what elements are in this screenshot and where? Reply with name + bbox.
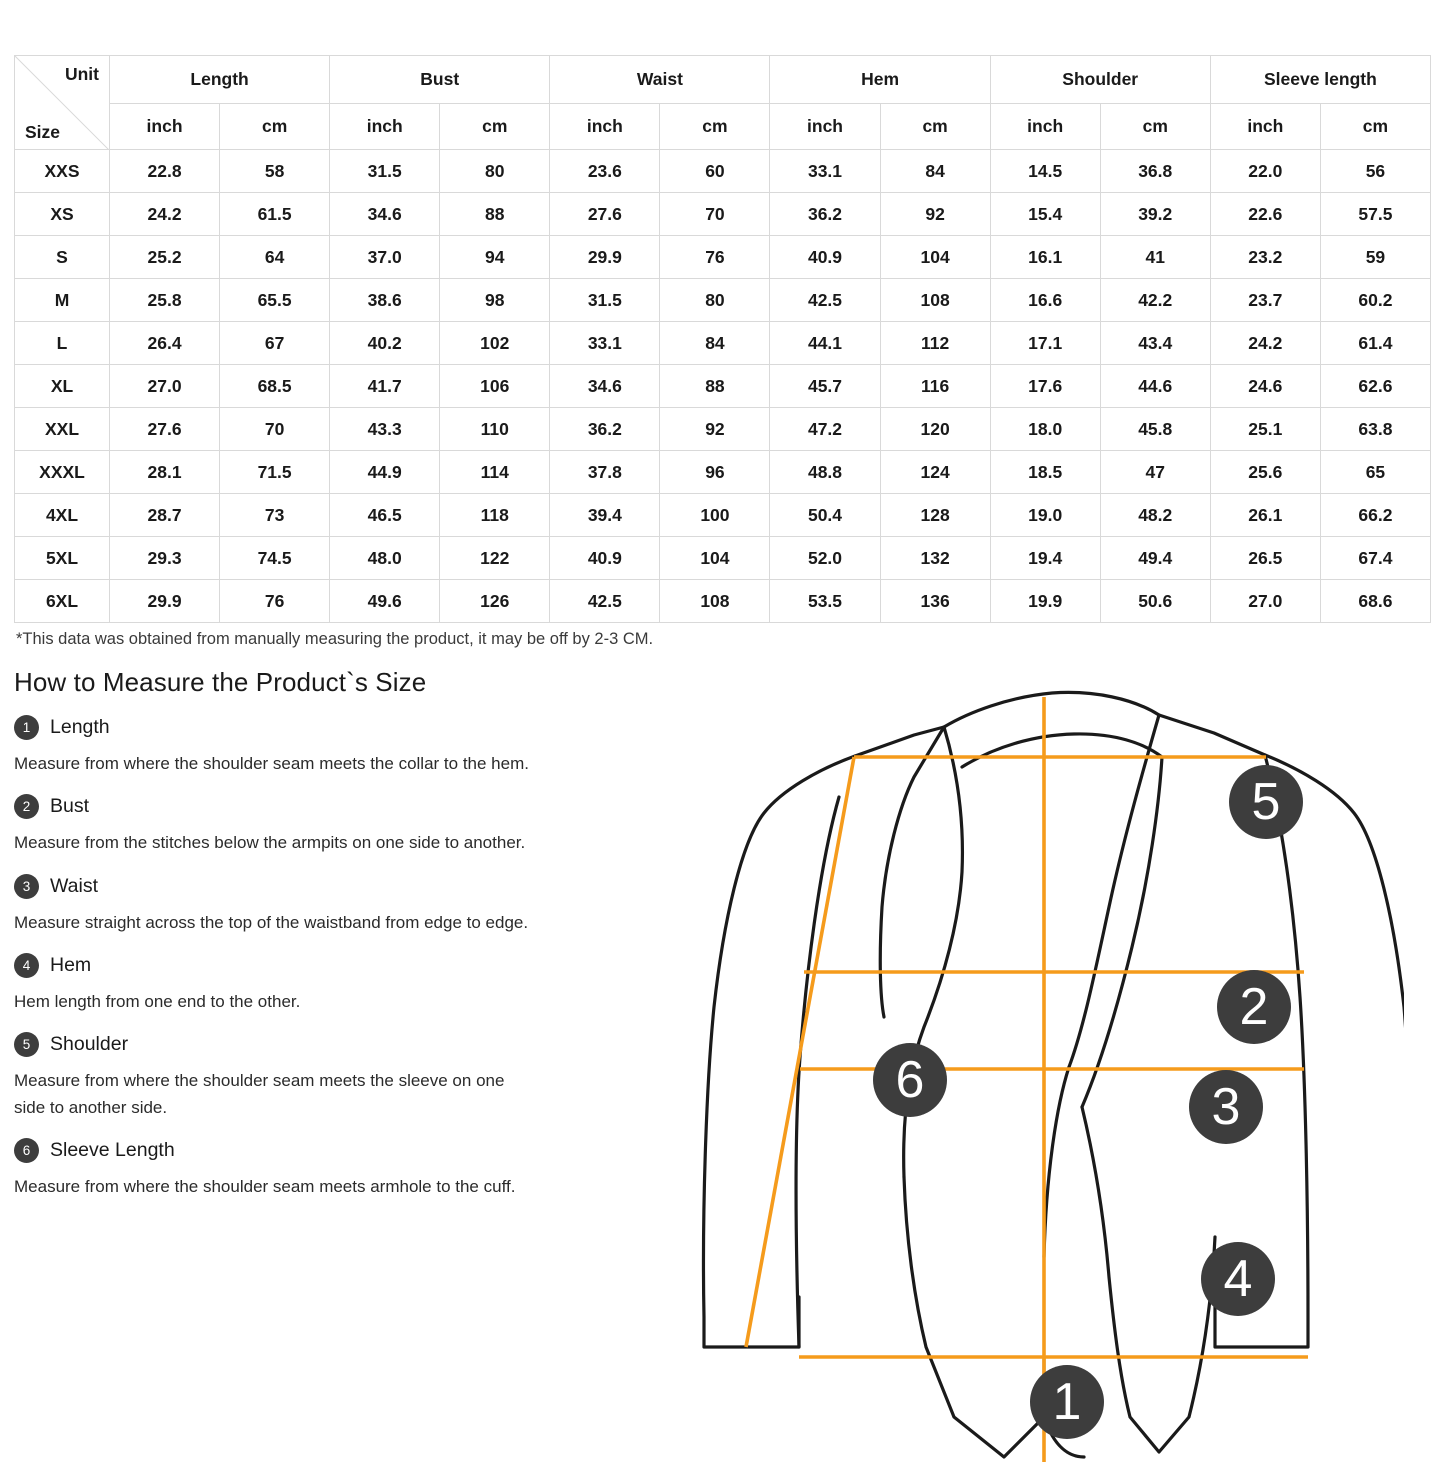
size-label: Size [25,122,61,142]
table-cell: 46.5 [330,494,440,537]
row-size-label: XL [15,365,110,408]
step-number-badge: 4 [14,953,39,978]
table-cell: 43.3 [330,408,440,451]
table-cell: 96 [660,451,770,494]
row-size-label: L [15,322,110,365]
table-cell: 88 [440,193,550,236]
subheader-hem-inch: inch [770,104,880,150]
table-cell: 60 [660,150,770,193]
step-description: Measure from where the shoulder seam meets the collar to the hem. [14,754,529,773]
table-cell: 104 [880,236,990,279]
table-cell: 24.2 [1210,322,1320,365]
measure-step-header [14,953,559,978]
table-cell: 76 [660,236,770,279]
table-cell: 136 [880,580,990,623]
step-title: Bust [50,795,90,818]
unit-label: Unit [64,64,99,84]
table-cell: 106 [440,365,550,408]
table-cell: 40.9 [550,537,660,580]
table-row [15,494,1431,537]
table-cell: 73 [220,494,330,537]
table-cell: 27.0 [1210,580,1320,623]
table-cell: 100 [660,494,770,537]
table-cell: 122 [440,537,550,580]
table-cell: 126 [440,580,550,623]
measure-step-header [14,1138,559,1163]
table-cell: 15.4 [990,193,1100,236]
table-cell: 114 [440,451,550,494]
table-cell: 61.4 [1320,322,1430,365]
blazer-measurement-diagram [614,657,1404,1477]
table-cell: 56 [1320,150,1430,193]
step-description: Hem length from one end to the other. [14,992,301,1012]
svg-text:6: 6 [895,1051,925,1109]
group-header-sleeve-length: Sleeve length [1210,56,1430,104]
unit-size-corner-cell [15,56,110,150]
table-cell: 39.4 [550,494,660,537]
step-title: Hem [50,954,92,977]
table-cell: 42.2 [1100,279,1210,322]
subheader-length-cm: cm [220,104,330,150]
step-number-badge: 1 [14,715,39,740]
table-cell: 61.5 [220,193,330,236]
step-description: Measure from the stitches below the armpits on one side to another. [14,833,526,853]
subheader-shoulder-inch: inch [990,104,1100,150]
table-cell: 50.4 [770,494,880,537]
table-cell: 42.5 [550,580,660,623]
diagram-markers [873,765,1303,1439]
row-size-label: 4XL [15,494,110,537]
svg-text:4: 4 [1223,1250,1253,1308]
table-cell: 23.2 [1210,236,1320,279]
table-cell: 47.2 [770,408,880,451]
table-cell: 44.1 [770,322,880,365]
table-cell: 102 [440,322,550,365]
table-cell: 120 [880,408,990,451]
garment-illustration-panel [559,667,1431,1431]
subheader-waist-inch: inch [550,104,660,150]
group-header-hem: Hem [770,56,990,104]
how-to-measure-steps [14,667,559,1202]
step-title: Shoulder [50,1033,129,1056]
measure-step [14,874,559,936]
svg-text:2: 2 [1239,978,1269,1036]
measure-step-header [14,874,559,899]
svg-text:3: 3 [1211,1078,1241,1136]
svg-text:1: 1 [1052,1373,1082,1431]
table-cell: 41.7 [330,365,440,408]
table-cell: 18.5 [990,451,1100,494]
table-cell: 37.8 [550,451,660,494]
subheader-waist-cm: cm [660,104,770,150]
row-size-label: S [15,236,110,279]
table-cell: 60.2 [1320,279,1430,322]
table-cell: 44.6 [1100,365,1210,408]
table-cell: 16.1 [990,236,1100,279]
group-header-bust: Bust [330,56,550,104]
table-cell: 26.1 [1210,494,1320,537]
table-cell: 18.0 [990,408,1100,451]
subheader-sleeve-inch: inch [1210,104,1320,150]
measure-step [14,1138,559,1200]
table-cell: 25.8 [110,279,220,322]
table-cell: 43.4 [1100,322,1210,365]
group-header-length: Length [110,56,330,104]
subheader-length-inch: inch [110,104,220,150]
table-cell: 25.2 [110,236,220,279]
table-cell: 110 [440,408,550,451]
table-cell: 67.4 [1320,537,1430,580]
table-cell: 118 [440,494,550,537]
table-header [15,56,1431,150]
table-cell: 98 [440,279,550,322]
table-cell: 27.0 [110,365,220,408]
measure-step [14,794,559,856]
table-cell: 48.8 [770,451,880,494]
table-cell: 39.2 [1100,193,1210,236]
step-number-badge: 2 [14,794,39,819]
table-cell: 22.6 [1210,193,1320,236]
table-row [15,580,1431,623]
row-size-label: M [15,279,110,322]
step-number-badge: 3 [14,874,39,899]
table-cell: 94 [440,236,550,279]
measure-step-header [14,794,559,819]
table-cell: 65 [1320,451,1430,494]
table-cell: 48.2 [1100,494,1210,537]
table-cell: 74.5 [220,537,330,580]
table-cell: 70 [660,193,770,236]
table-cell: 40.2 [330,322,440,365]
table-cell: 26.4 [110,322,220,365]
table-cell: 37.0 [330,236,440,279]
group-header-waist: Waist [550,56,770,104]
table-cell: 22.0 [1210,150,1320,193]
table-cell: 68.6 [1320,580,1430,623]
table-cell: 108 [880,279,990,322]
step-number-badge: 6 [14,1138,39,1163]
row-size-label: 6XL [15,580,110,623]
table-cell: 80 [660,279,770,322]
step-description: Measure from where the shoulder seam meets the sleeve on one side to another side. [14,1071,505,1117]
table-cell: 66.2 [1320,494,1430,537]
table-row [15,322,1431,365]
table-cell: 63.8 [1320,408,1430,451]
table-cell: 92 [880,193,990,236]
table-cell: 34.6 [330,193,440,236]
table-cell: 14.5 [990,150,1100,193]
table-cell: 92 [660,408,770,451]
table-cell: 112 [880,322,990,365]
table-cell: 29.9 [550,236,660,279]
table-cell: 45.7 [770,365,880,408]
step-title: Waist [50,874,99,897]
table-cell: 34.6 [550,365,660,408]
table-cell: 62.6 [1320,365,1430,408]
table-cell: 104 [660,537,770,580]
table-cell: 33.1 [770,150,880,193]
table-cell: 23.6 [550,150,660,193]
table-cell: 42.5 [770,279,880,322]
table-row [15,537,1431,580]
table-header-row-groups [15,56,1431,104]
table-cell: 40.9 [770,236,880,279]
table-row [15,193,1431,236]
table-cell: 47 [1100,451,1210,494]
table-cell: 33.1 [550,322,660,365]
table-cell: 44.9 [330,451,440,494]
how-to-measure-section [14,667,1431,1431]
step-title: Sleeve Length [50,1139,175,1162]
table-cell: 24.2 [110,193,220,236]
table-cell: 22.8 [110,150,220,193]
size-table [14,55,1431,623]
subheader-sleeve-cm: cm [1320,104,1430,150]
table-row [15,279,1431,322]
table-cell: 28.1 [110,451,220,494]
table-cell: 31.5 [330,150,440,193]
table-cell: 25.1 [1210,408,1320,451]
table-cell: 16.6 [990,279,1100,322]
row-size-label: 5XL [15,537,110,580]
table-cell: 29.9 [110,580,220,623]
table-cell: 25.6 [1210,451,1320,494]
table-cell: 36.8 [1100,150,1210,193]
table-row [15,150,1431,193]
table-cell: 28.7 [110,494,220,537]
table-cell: 53.5 [770,580,880,623]
table-cell: 58 [220,150,330,193]
table-cell: 76 [220,580,330,623]
table-cell: 67 [220,322,330,365]
table-cell: 19.0 [990,494,1100,537]
table-cell: 65.5 [220,279,330,322]
row-size-label: XXL [15,408,110,451]
table-body [15,150,1431,623]
measure-step [14,1032,559,1121]
table-cell: 49.6 [330,580,440,623]
table-cell: 41 [1100,236,1210,279]
group-header-shoulder: Shoulder [990,56,1210,104]
table-cell: 38.6 [330,279,440,322]
table-row [15,408,1431,451]
table-cell: 23.7 [1210,279,1320,322]
measure-step-header [14,1032,559,1057]
table-cell: 29.3 [110,537,220,580]
table-cell: 49.4 [1100,537,1210,580]
table-cell: 36.2 [550,408,660,451]
subheader-hem-cm: cm [880,104,990,150]
measure-step [14,715,559,777]
table-cell: 27.6 [550,193,660,236]
table-cell: 27.6 [110,408,220,451]
table-cell: 59 [1320,236,1430,279]
table-cell: 128 [880,494,990,537]
table-cell: 84 [880,150,990,193]
subheader-bust-inch: inch [330,104,440,150]
table-footnote: *This data was obtained from manually measuring the product, it may be off by 2-3 CM. [16,630,654,648]
table-cell: 132 [880,537,990,580]
table-cell: 124 [880,451,990,494]
table-cell: 80 [440,150,550,193]
table-cell: 108 [660,580,770,623]
table-row [15,365,1431,408]
table-cell: 36.2 [770,193,880,236]
subheader-bust-cm: cm [440,104,550,150]
table-cell: 17.1 [990,322,1100,365]
table-cell: 19.4 [990,537,1100,580]
table-cell: 88 [660,365,770,408]
table-cell: 48.0 [330,537,440,580]
row-size-label: XXS [15,150,110,193]
table-cell: 52.0 [770,537,880,580]
table-cell: 50.6 [1100,580,1210,623]
row-size-label: XXXL [15,451,110,494]
table-cell: 116 [880,365,990,408]
table-cell: 70 [220,408,330,451]
table-cell: 45.8 [1100,408,1210,451]
table-row [15,236,1431,279]
step-description: Measure straight across the top of the waistband from edge to edge. [14,912,529,932]
table-cell: 24.6 [1210,365,1320,408]
table-cell: 57.5 [1320,193,1430,236]
row-size-label: XS [15,193,110,236]
table-row [15,451,1431,494]
step-title: Length [50,716,110,738]
table-cell: 31.5 [550,279,660,322]
table-header-row-units [15,104,1431,150]
how-to-measure-title: How to Measure the Product`s Size [14,667,427,697]
table-cell: 17.6 [990,365,1100,408]
table-cell: 26.5 [1210,537,1320,580]
step-description: Measure from where the shoulder seam meets armhole to the cuff. [14,1177,516,1197]
table-cell: 19.9 [990,580,1100,623]
measure-step-header [14,715,559,740]
steps-list [14,715,559,1200]
subheader-shoulder-cm: cm [1100,104,1210,150]
measure-step [14,953,559,1015]
table-cell: 64 [220,236,330,279]
svg-text:5: 5 [1251,773,1281,831]
step-number-badge: 5 [14,1032,39,1057]
table-cell: 68.5 [220,365,330,408]
table-cell: 84 [660,322,770,365]
table-cell: 71.5 [220,451,330,494]
